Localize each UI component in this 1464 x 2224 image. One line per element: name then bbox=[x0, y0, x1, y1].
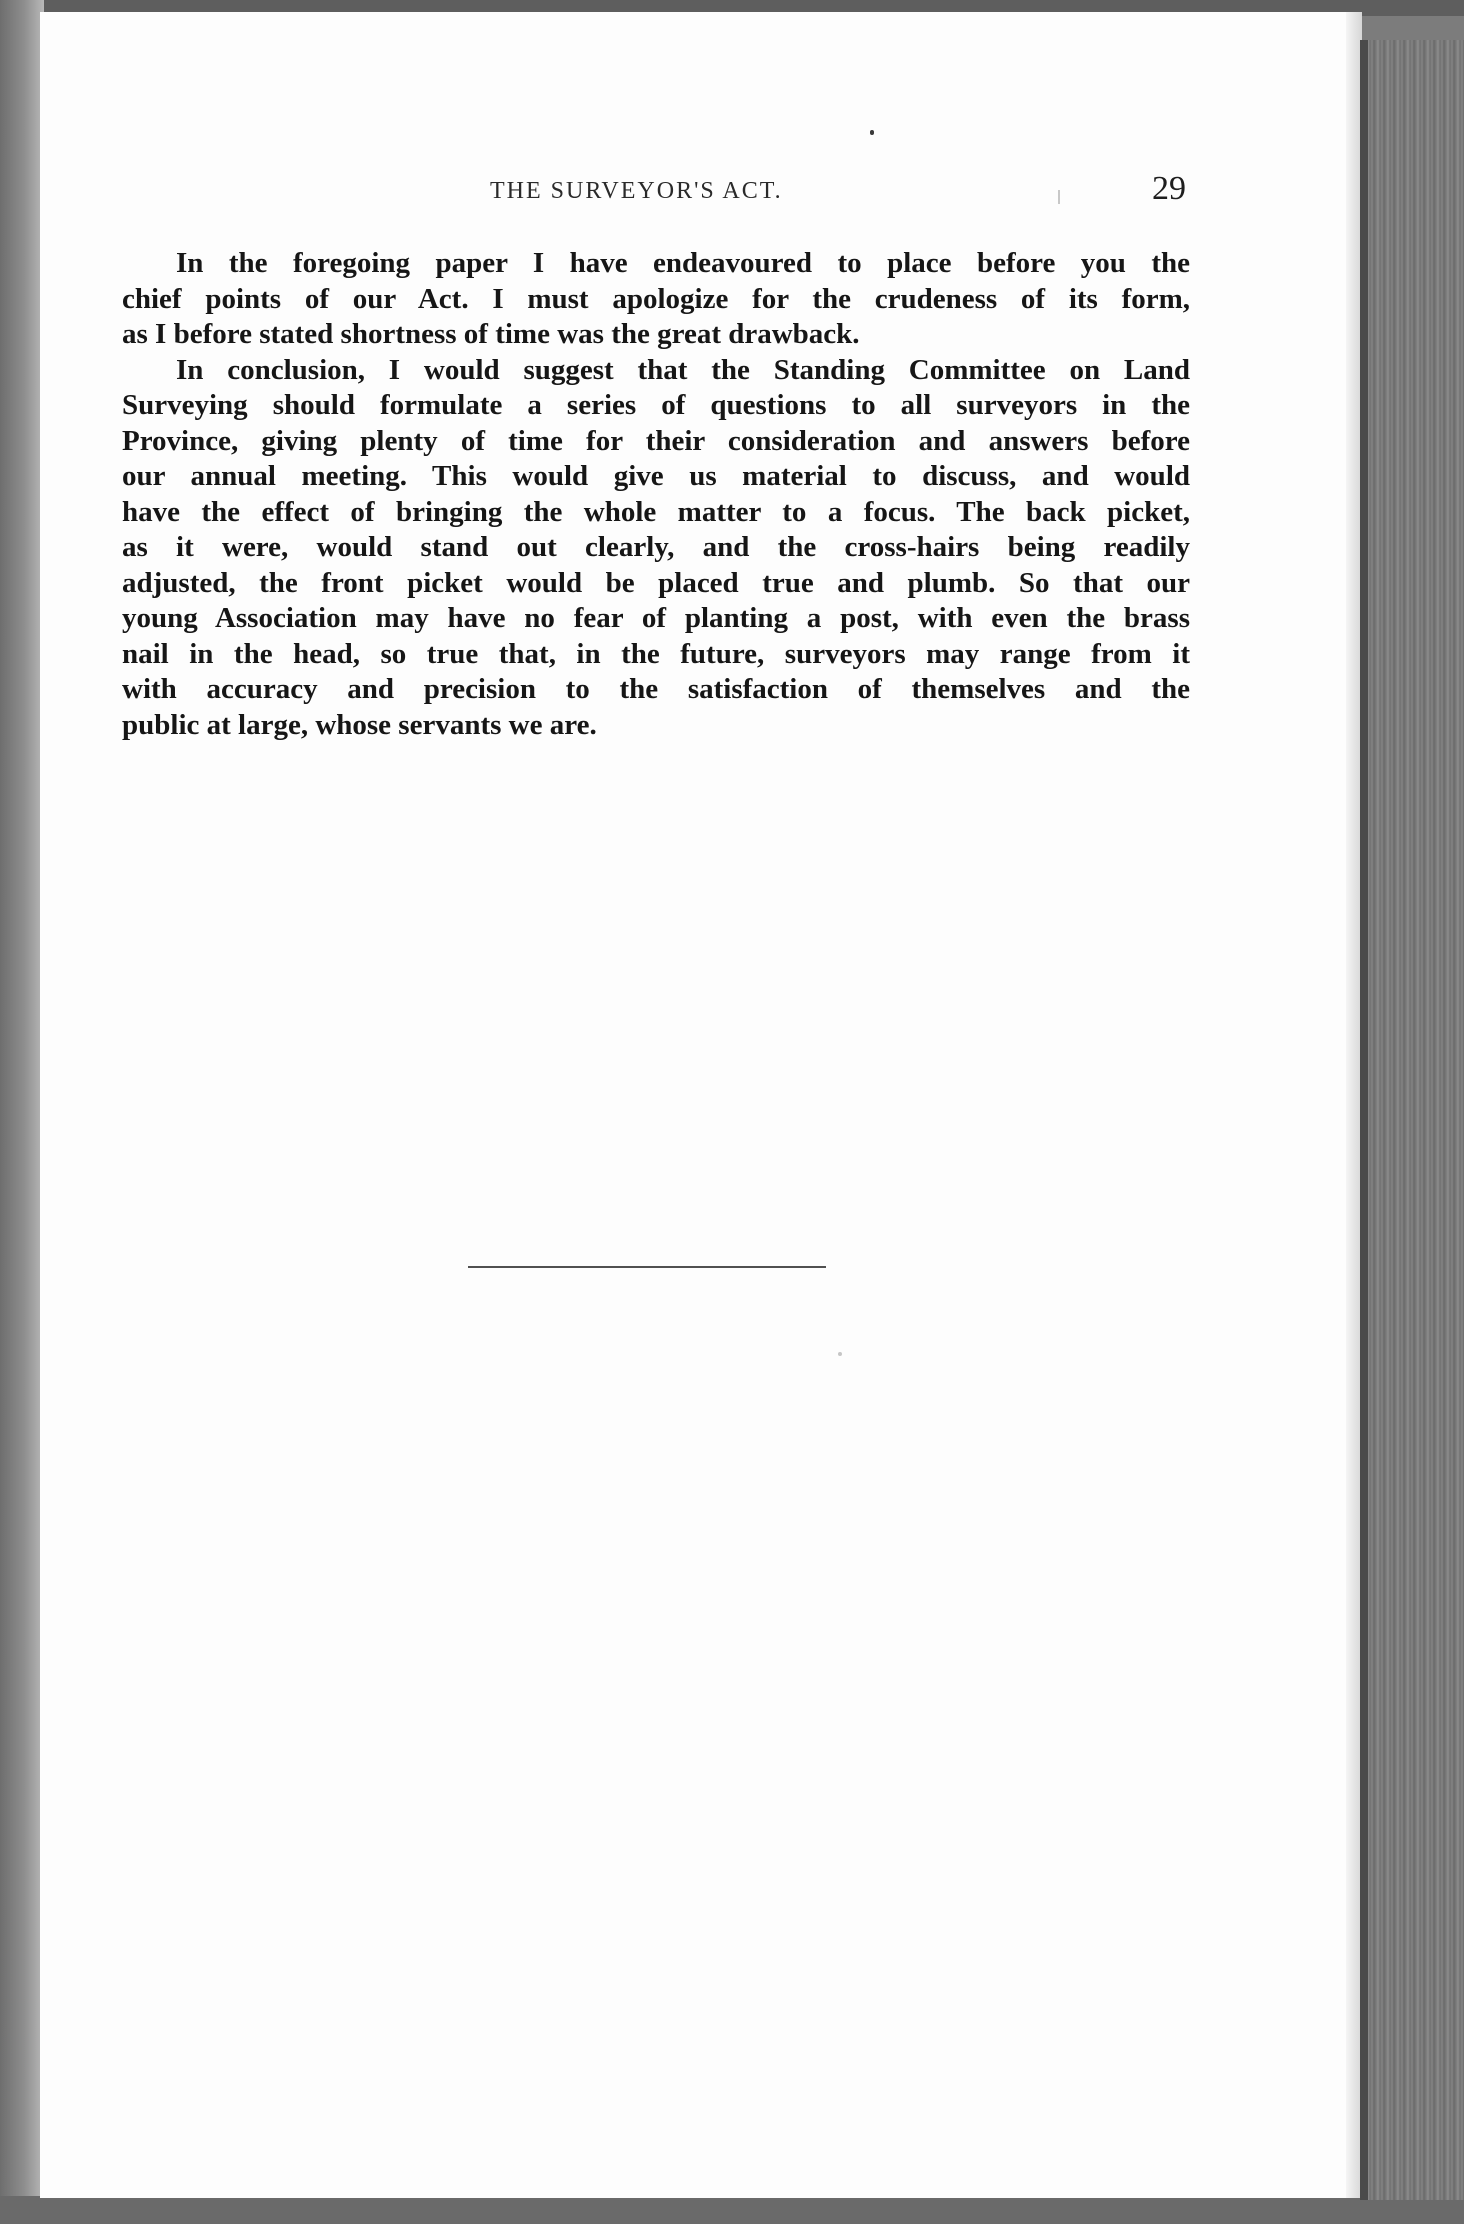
text-line: as I before stated shortness of time was the great drawback. bbox=[122, 318, 860, 350]
book-edge-shadow bbox=[1360, 40, 1368, 2200]
text-line: adjusted, the front picket would be placed true and plumb. So that our bbox=[122, 566, 1190, 599]
end-rule bbox=[468, 1266, 826, 1268]
text-line: In the foregoing paper I have endeavoured to place before you the bbox=[176, 247, 1190, 279]
text-line: our annual meeting. This would give us material to discuss, and would bbox=[122, 460, 1190, 492]
paragraph-2 bbox=[122, 353, 1190, 744]
paper-speck bbox=[838, 1352, 842, 1356]
text-line: nail in the head, so true that, in the future, surveyors may range from it bbox=[122, 637, 1190, 670]
text-line: Surveying should formulate a series of questions to all surveyors in the bbox=[122, 389, 1190, 421]
paragraph-1 bbox=[122, 246, 1190, 353]
text-line: as it were, would stand out clearly, and the cross-hairs being readily bbox=[122, 531, 1190, 563]
text-line: young Association may have no fear of planting a post, with even the brass bbox=[122, 602, 1190, 634]
running-head-title: THE SURVEYOR'S ACT. bbox=[490, 178, 783, 204]
book-page-edges bbox=[1360, 40, 1464, 2200]
text-line: public at large, whose servants we are. bbox=[122, 708, 597, 741]
body-text bbox=[122, 246, 1190, 743]
page-number: 29 bbox=[1152, 170, 1186, 207]
text-line: have the effect of bringing the whole matter to a focus. The back picket, bbox=[122, 495, 1190, 528]
text-line: In conclusion, I would suggest that the Standing Committee on Land bbox=[176, 353, 1190, 386]
scan-bottom-edge bbox=[0, 2196, 1464, 2224]
running-head-mark bbox=[1058, 190, 1060, 204]
running-head bbox=[40, 168, 1362, 228]
scan-left-edge bbox=[0, 0, 44, 2224]
text-line: with accuracy and precision to the satisfaction of themselves and the bbox=[122, 673, 1190, 705]
ink-speck bbox=[870, 130, 874, 135]
text-line: Province, giving plenty of time for their consideration and answers before bbox=[122, 424, 1190, 457]
text-line: chief points of our Act. I must apologize for the crudeness of its form, bbox=[122, 282, 1190, 315]
